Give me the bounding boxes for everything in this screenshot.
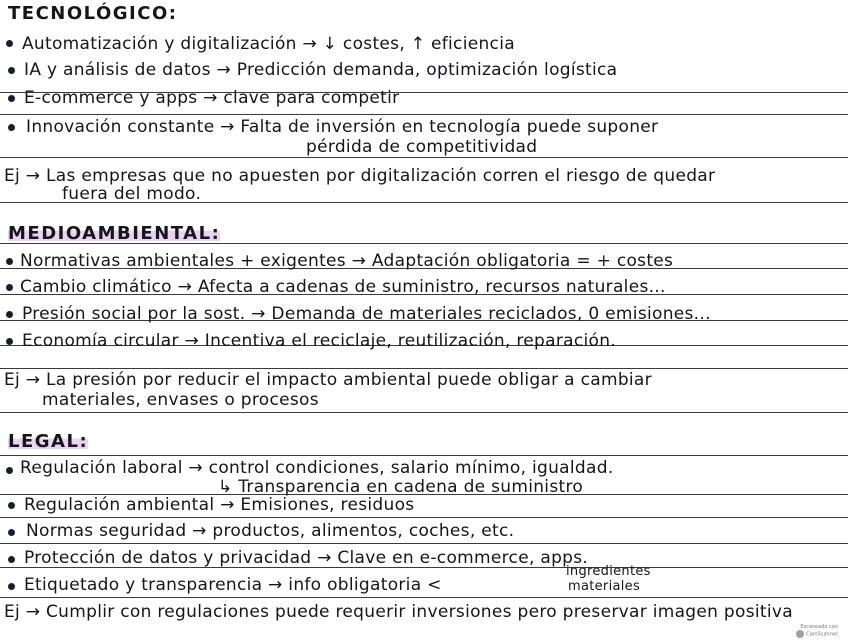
tecnologico-item-4: Innovación constante → Falta de inversión en tecnología puede suponer	[26, 117, 659, 137]
bullet-icon	[8, 124, 15, 131]
ruled-line	[0, 597, 848, 598]
bullet-icon	[8, 67, 15, 74]
legal-item-2: Regulación ambiental → Emisiones, residuos	[24, 495, 415, 515]
watermark-brand: CamScanner	[806, 631, 838, 638]
tecnologico-item-4-continuation: pérdida de competitividad	[306, 137, 538, 157]
bullet-icon	[8, 95, 15, 102]
bullet-icon	[8, 529, 15, 536]
legal-item-5: Etiquetado y transparencia → info obligatoria <	[24, 575, 442, 595]
legal-item-1-continuation: ↳ Transparencia en cadena de suministro	[218, 477, 584, 497]
camscanner-logo-icon	[796, 630, 804, 638]
bullet-icon	[6, 338, 13, 345]
tecnologico-item-3: E-commerce y apps → clave para competir	[24, 88, 400, 108]
legal-example: Ej → Cumplir con regulaciones puede requerir inversiones pero preservar imagen positiva	[4, 602, 793, 622]
section-title-medioambiental	[8, 224, 220, 244]
legal-item-4: Protección de datos y privacidad → Clave en e-commerce, apps.	[24, 548, 589, 568]
tecnologico-example-continuation: fuera del modo.	[62, 184, 202, 204]
medioambiental-item-1: Normativas ambientales + exigentes → Adaptación obligatoria = + costes	[20, 251, 674, 271]
highlighted-title: MEDIOAMBIENTAL:	[8, 223, 221, 244]
bullet-icon	[6, 311, 13, 318]
highlighted-title: LEGAL:	[8, 431, 89, 452]
bullet-icon	[8, 583, 15, 590]
bullet-icon	[8, 502, 15, 509]
legal-item-3: Normas seguridad → productos, alimentos, coches, etc.	[26, 521, 515, 541]
bullet-icon	[6, 467, 13, 474]
watermark-line-2	[796, 630, 838, 638]
ruled-line	[0, 114, 848, 115]
ruled-line	[0, 368, 848, 369]
bullet-icon	[6, 40, 13, 47]
tecnologico-example: Ej → Las empresas que no apuesten por digitalización corren el riesgo de quedar	[4, 166, 716, 186]
medioambiental-item-3: Presión social por la sost. → Demanda de materiales reciclados, 0 emisiones...	[22, 304, 711, 324]
section-title-legal	[8, 432, 88, 452]
ruled-line	[0, 543, 848, 544]
bullet-icon	[6, 258, 13, 265]
medioambiental-example: Ej → La presión por reducir el impacto ambiental puede obligar a cambiar	[4, 370, 652, 390]
etiquetado-note-materiales: materiales	[568, 579, 641, 594]
ruled-line	[0, 412, 848, 413]
scanner-watermark	[796, 624, 838, 638]
legal-item-1: Regulación laboral → control condiciones, salario mínimo, igualdad.	[20, 458, 614, 478]
ruled-line	[0, 517, 848, 518]
tecnologico-item-1: Automatización y digitalización → ↓ costes, ↑ eficiencia	[22, 34, 515, 54]
bullet-icon	[6, 284, 13, 291]
ruled-line	[0, 157, 848, 158]
medioambiental-item-4: Economía circular → Incentiva el reciclaje, reutilización, reparación.	[22, 331, 617, 351]
etiquetado-note-ingredientes: ingredientes	[566, 564, 651, 579]
tecnologico-item-2: IA y análisis de datos → Predicción demanda, optimización logística	[24, 60, 618, 80]
watermark-line-1: Escaneado con	[800, 624, 838, 630]
ruled-line	[0, 455, 848, 456]
medioambiental-item-2: Cambio climático → Afecta a cadenas de suministro, recursos naturales...	[20, 277, 666, 297]
medioambiental-example-continuation: materiales, envases o procesos	[42, 390, 319, 410]
bullet-icon	[8, 556, 15, 563]
section-title-tecnologico: TECNOLÓGICO:	[8, 3, 178, 24]
